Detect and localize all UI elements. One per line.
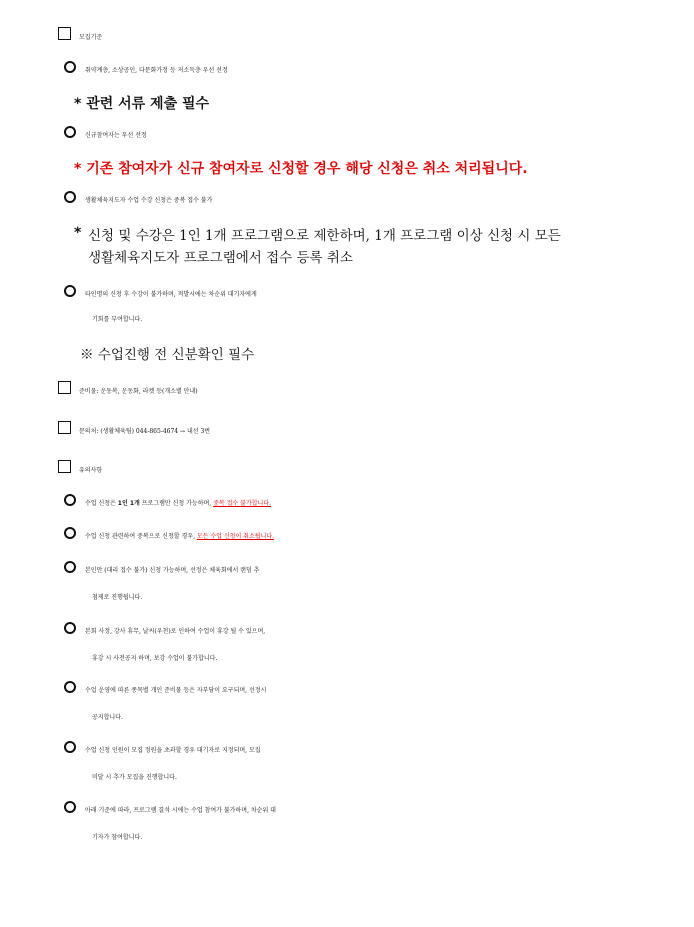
- checkbox-square-icon: [58, 421, 71, 434]
- criteria-item: [64, 59, 694, 83]
- notes-item: [64, 492, 694, 516]
- section-title: 유의사항: [79, 467, 103, 474]
- item-text: 아래 기준에 따라, 프로그램 결석 시에는 수업 참여가 불가하며, 차순위 대: [85, 807, 276, 814]
- item-continuation: 기자가 참여합니다.: [92, 834, 143, 841]
- criteria-warning-note: * 기존 참여자가 신규 참여자로 신청할 경우 해당 신청은 취소 처리됩니다.: [74, 161, 528, 177]
- checkbox-square-icon: [58, 381, 71, 394]
- item-text: 타인명의 신청 후 수강이 불가하며, 적발시에는 차순위 대기자에게: [85, 291, 257, 298]
- item-text: 프로그램만 신청 가능하며,: [139, 500, 214, 507]
- notes-item: [64, 525, 694, 549]
- contact-text: 문의처: (생활체육팀) 044-865-4674 → 내선 3번: [79, 428, 211, 435]
- item-continuation: 공지합니다.: [92, 714, 123, 721]
- item-text: 취약계층, 소상공인, 다문화가정 등 저소득층 우선 선정: [85, 67, 228, 74]
- criteria-note: * 관련 서류 제출 필수: [74, 96, 210, 112]
- circle-bullet-icon: [64, 126, 76, 138]
- circle-bullet-icon: [64, 191, 76, 203]
- item-text: 수업 운영에 따른 종목별 개인 준비물 등은 자부담이 요구되며, 선정시: [85, 687, 267, 694]
- item-text: 본회 사정, 강사 휴무, 날씨(우천)로 인하여 수업이 휴강 될 수 있으며,: [85, 628, 266, 635]
- item-continuation: 기회를 부여합니다.: [92, 316, 143, 323]
- item-text: 생활체육지도자 수업 수강 신청은 중복 접수 불가: [85, 197, 213, 204]
- item-text: 수업 신청은: [85, 500, 118, 507]
- supplies-text: 준비물: 운동복, 운동화, 라켓 등(개소별 안내): [79, 388, 198, 395]
- criteria-subnote-line: 신청 및 수강은 1인 1개 프로그램으로 제한하며, 1개 프로그램 이상 신청 시 모든: [88, 228, 561, 244]
- notes-item: [64, 739, 694, 763]
- section-criteria-heading: [58, 26, 694, 50]
- item-continuation: 미달 시 추가 모집을 진행합니다.: [92, 774, 177, 781]
- circle-bullet-icon: [64, 681, 76, 693]
- criteria-item: [64, 189, 694, 213]
- criteria-subnote-line: 생활체육지도자 프로그램에서 접수 등록 취소: [88, 250, 353, 266]
- criteria-item: [64, 124, 694, 148]
- section-notes-heading: [58, 459, 694, 483]
- circle-bullet-icon: [64, 741, 76, 753]
- item-text: 신규참여자는 우선 선정: [85, 132, 147, 139]
- notes-item: [64, 620, 694, 644]
- circle-bullet-icon: [64, 494, 76, 506]
- checkbox-square-icon: [58, 460, 71, 473]
- item-text: 수업 신청 인원이 모집 정원을 초과할 경우 대기자로 지정되며, 모집: [85, 747, 261, 754]
- section-supplies: [58, 380, 694, 404]
- item-continuation: 휴강 시 사전공지 하며, 보강 수업이 불가합니다.: [92, 655, 218, 662]
- notes-item: [64, 679, 694, 703]
- circle-bullet-icon: [64, 527, 76, 539]
- circle-bullet-icon: [64, 622, 76, 634]
- circle-bullet-icon: [64, 61, 76, 73]
- item-text: 본인만 (대리 접수 불가) 신청 가능하며, 선정은 체육회에서 랜덤 추: [85, 567, 260, 574]
- criteria-item: [64, 283, 694, 307]
- circle-bullet-icon: [64, 801, 76, 813]
- item-bold-text: 1인 1개: [117, 500, 140, 507]
- asterisk-icon: *: [74, 225, 82, 241]
- section-contact: [58, 420, 694, 444]
- checkbox-square-icon: [58, 27, 71, 40]
- item-text: 수업 신청 관련하여 중복으로 신청할 경우,: [85, 533, 197, 540]
- notes-item: [64, 559, 694, 583]
- item-warning-text: 중복 접수 불가합니다.: [213, 500, 272, 507]
- section-title: 모집기준: [79, 34, 103, 41]
- notes-item: [64, 799, 694, 823]
- id-check-note: ※ 수업진행 전 신분확인 필수: [80, 347, 255, 363]
- item-warning-text: 모든 수업 신청이 취소됩니다.: [196, 533, 275, 540]
- circle-bullet-icon: [64, 561, 76, 573]
- item-continuation: 첨제로 진행됩니다.: [92, 594, 143, 601]
- circle-bullet-icon: [64, 285, 76, 297]
